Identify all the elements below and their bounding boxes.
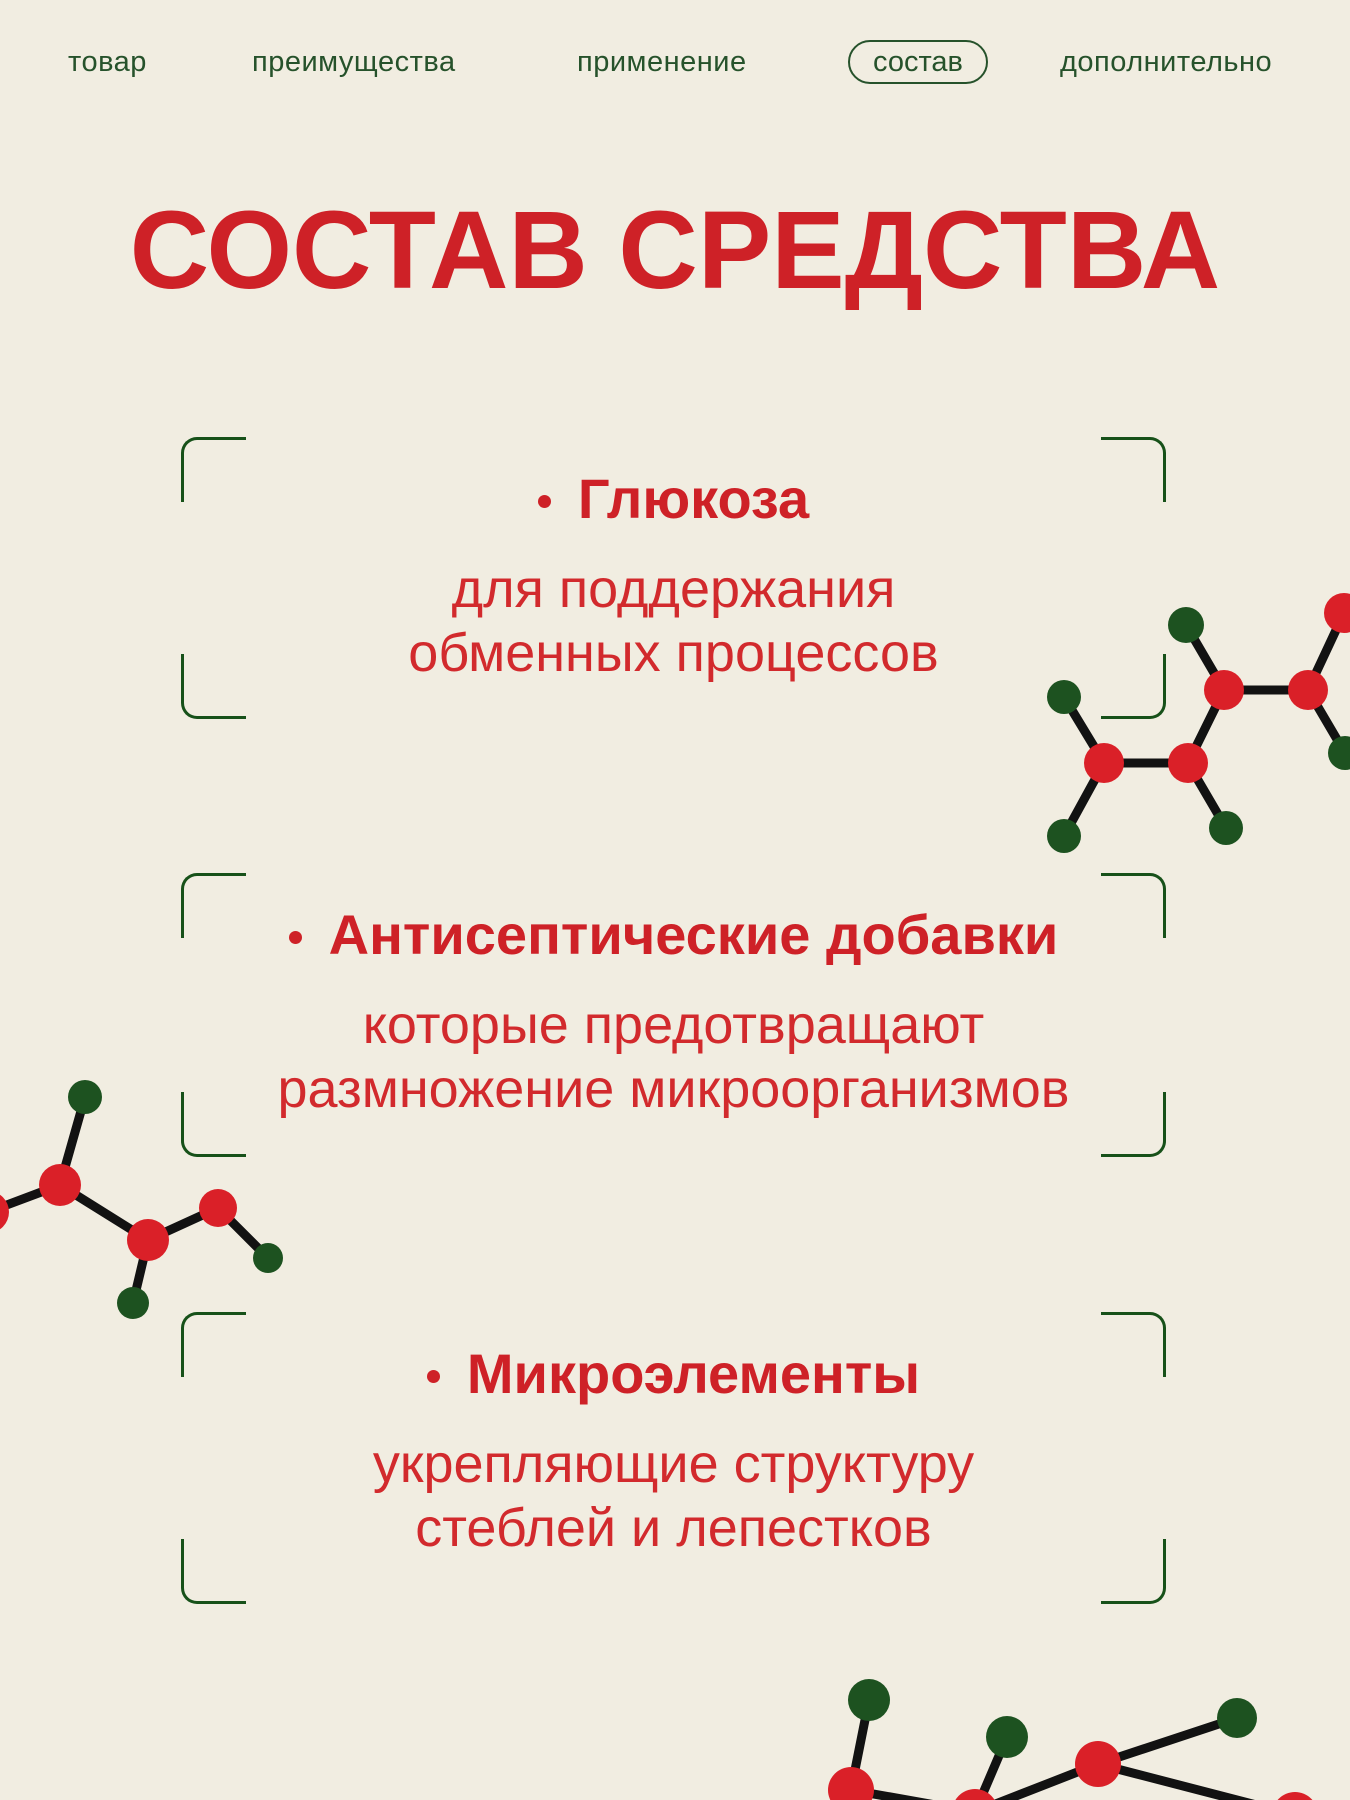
bullet-icon — [427, 1370, 440, 1383]
description-line: размножение микроорганизмов — [277, 1059, 1070, 1119]
page-title: СОСТАВ СРЕДСТВА — [129, 189, 1221, 312]
section-title: Глюкоза — [577, 467, 810, 530]
bracket-bottom-left-icon — [181, 654, 246, 719]
bullet-icon — [289, 931, 302, 944]
section-description — [278, 993, 1070, 1121]
section-title-row — [538, 467, 809, 531]
nav-item-dopolnitelno[interactable]: дополнительно — [1060, 46, 1273, 78]
bracket-bottom-right-icon — [1101, 654, 1166, 719]
nav-item-preimushestva[interactable]: преимущества — [252, 46, 456, 78]
section-glucose — [181, 437, 1166, 719]
section-microelements — [181, 1312, 1166, 1604]
description-line: которые предотвращают — [362, 995, 985, 1055]
bracket-top-left-icon — [181, 1312, 246, 1377]
nav-item-sostav-active[interactable]: состав — [848, 40, 988, 84]
bracket-top-right-icon — [1101, 437, 1166, 502]
bracket-top-left-icon — [181, 873, 246, 938]
section-title: Микроэлементы — [466, 1342, 921, 1405]
section-title: Антисептические добавки — [328, 903, 1059, 966]
bracket-bottom-left-icon — [181, 1092, 246, 1157]
bracket-bottom-left-icon — [181, 1539, 246, 1604]
bracket-bottom-right-icon — [1101, 1539, 1166, 1604]
bracket-bottom-right-icon — [1101, 1092, 1166, 1157]
nav-item-tovar[interactable]: товар — [68, 46, 147, 78]
description-line: для поддержания — [451, 559, 896, 619]
section-title-row — [289, 903, 1059, 967]
section-description — [373, 1432, 974, 1560]
section-description — [408, 557, 938, 685]
molecule-bottom — [828, 1679, 1318, 1800]
nav-item-primenenie[interactable]: применение — [577, 46, 747, 78]
section-antiseptic — [181, 873, 1166, 1157]
description-line: укрепляющие структуру — [372, 1434, 975, 1494]
bracket-top-right-icon — [1101, 1312, 1166, 1377]
bullet-icon — [538, 495, 551, 508]
description-line: обменных процессов — [408, 623, 939, 683]
bracket-top-left-icon — [181, 437, 246, 502]
section-title-row — [427, 1342, 920, 1406]
description-line: стеблей и лепестков — [415, 1498, 932, 1558]
bracket-top-right-icon — [1101, 873, 1166, 938]
